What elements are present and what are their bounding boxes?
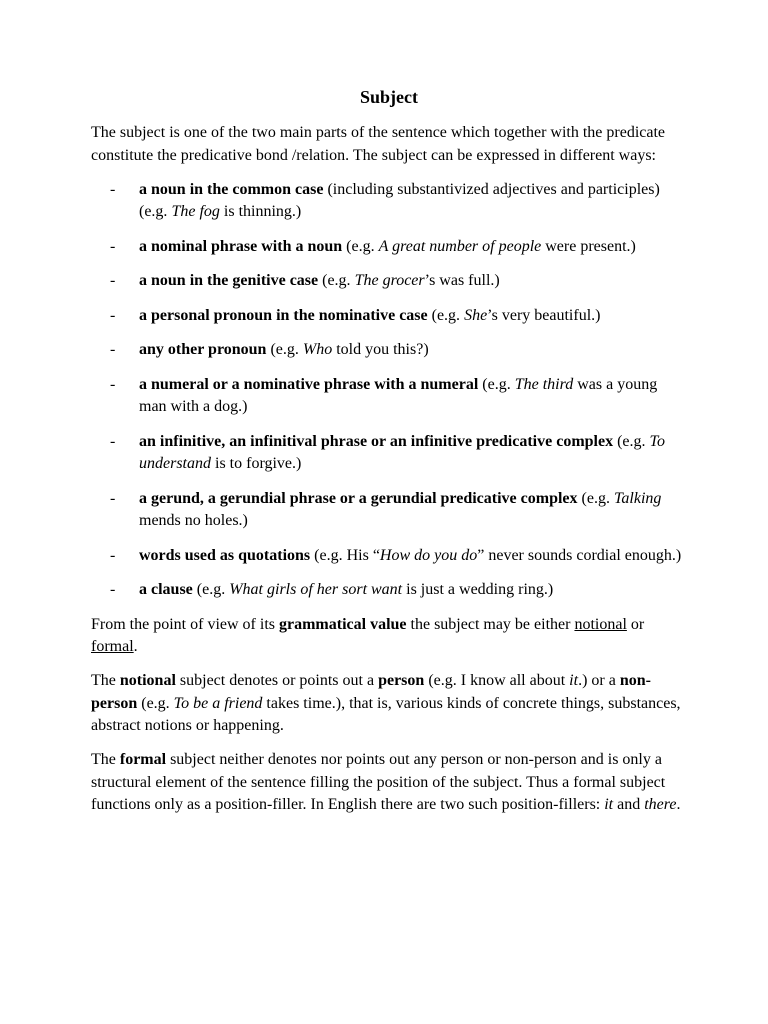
list-item: - a noun in the genitive case (e.g. The grocer’s was full.) xyxy=(91,270,687,293)
bullet-dash: - xyxy=(110,546,116,564)
bullet-dash: - xyxy=(110,489,116,507)
list-item: - a numeral or a nominative phrase with a numeral (e.g. The third was a young man with a dog.) xyxy=(110,375,658,415)
list-item: - any other pronoun (e.g. Who told you this?) xyxy=(91,339,687,362)
formal-subject-paragraph: The formal subject neither denotes nor points out any person or non-person and is only a structural element of the sentence filling the position of the subject. Thus a formal subject functions only as a position-filler. In English there are two such position-fillers: it and there. xyxy=(91,751,681,813)
list-item: - words used as quotations (e.g. His “How do you do” never sounds cordial enough.) xyxy=(91,545,687,568)
list-item: - a nominal phrase with a noun (e.g. A great number of people were present.) xyxy=(91,236,687,259)
intro-paragraph: The subject is one of the two main parts of the sentence which together with the predicate constitute the predicative bond /relation. The subject can be expressed in different ways: xyxy=(91,124,666,164)
bullet-dash: - xyxy=(110,341,116,358)
list-item: - a noun in the common case (including substantivized adjectives and participles) (e.g. The fog is thinning.) xyxy=(110,180,660,220)
bullet-dash: - xyxy=(110,432,116,450)
list-item: - a gerund, a gerundial phrase or a gerundial predicative complex (e.g. Talking mends no holes.) xyxy=(110,489,662,529)
expression-list xyxy=(91,179,687,602)
list-item: - a personal pronoun in the nominative case (e.g. She’s very beautiful.) xyxy=(91,305,687,328)
bullet-dash: - xyxy=(110,306,116,324)
document-page xyxy=(91,85,687,828)
bullet-dash: - xyxy=(110,581,116,598)
list-item: - a clause (e.g. What girls of her sort want is just a wedding ring.) xyxy=(91,579,687,602)
document-title: Subject xyxy=(360,87,418,107)
bullet-dash: - xyxy=(110,375,116,393)
grammatical-value-paragraph: From the point of view of its grammatical value the subject may be either notional or formal. xyxy=(91,615,645,655)
notional-subject-paragraph: The notional subject denotes or points out a person (e.g. I know all about it.) or a non-person (e.g. To be a friend takes time.), that is, various kinds of concrete things, substances, abstract notions or happening. xyxy=(91,672,681,734)
bullet-dash: - xyxy=(110,272,116,289)
list-item: - an infinitive, an infinitival phrase or an infinitive predicative complex (e.g. To understand is to forgive.) xyxy=(110,432,665,472)
bullet-dash: - xyxy=(110,237,116,255)
bullet-dash: - xyxy=(110,180,116,198)
